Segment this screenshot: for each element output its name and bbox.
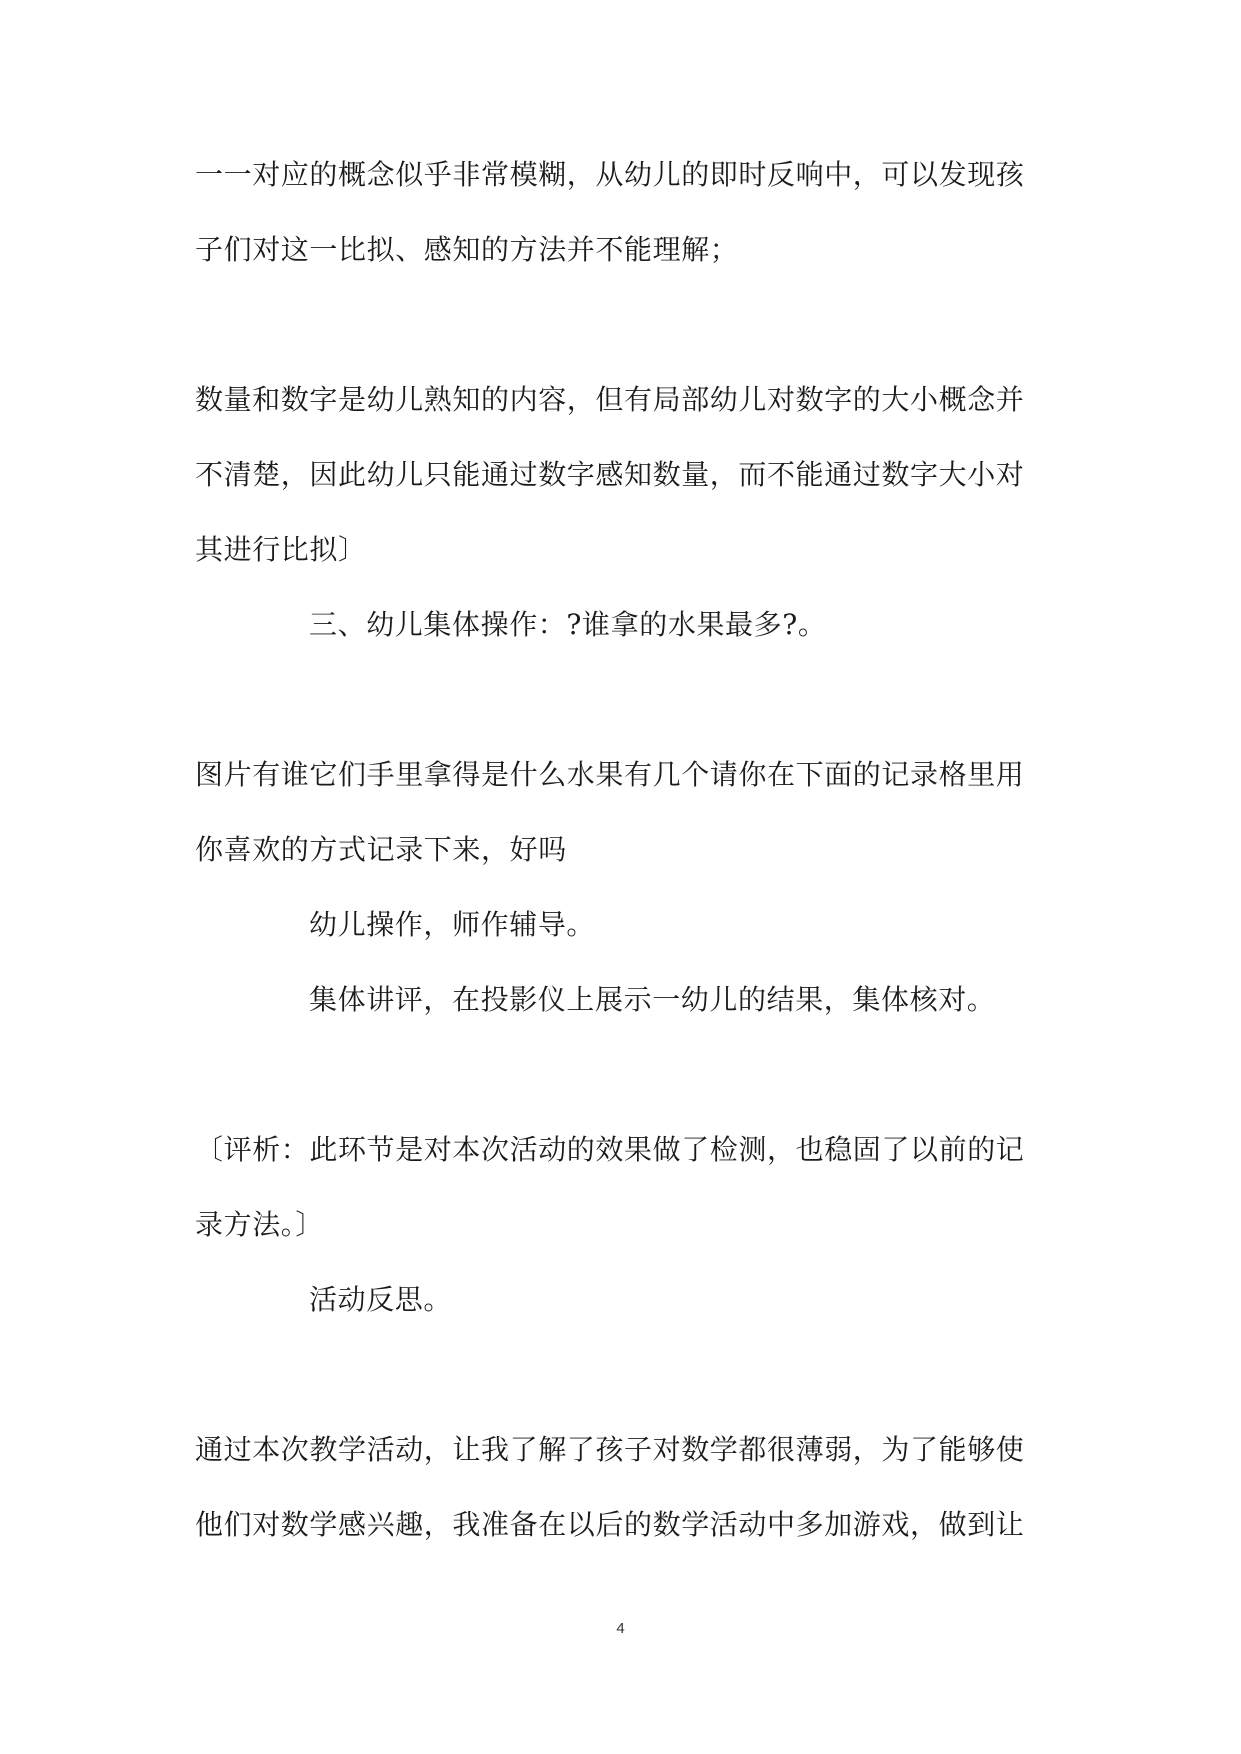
page-number: 4 — [616, 1620, 625, 1637]
paragraph-line: 录方法。〕 — [195, 1208, 325, 1241]
paragraph-line: 集体讲评，在投影仪上展示一幼儿的结果，集体核对。 — [309, 983, 996, 1016]
paragraph-line: 通过本次教学活动，让我了解了孩子对数学都很薄弱，为了能够使 — [195, 1433, 1025, 1466]
paragraph-line: 子们对这一比拟、感知的方法并不能理解； — [195, 233, 739, 266]
paragraph-line: 他们对数学感兴趣，我准备在以后的数学活动中多加游戏，做到让 — [195, 1508, 1025, 1541]
paragraph-line: 你喜欢的方式记录下来，好吗 — [195, 833, 567, 866]
paragraph-line: 图片有谁它们手里拿得是什么水果有几个请你在下面的记录格里用 — [195, 758, 1025, 791]
paragraph-line: 不清楚，因此幼儿只能通过数字感知数量，而不能通过数字大小对 — [195, 458, 1025, 491]
section-heading: 三、幼儿集体操作：?谁拿的水果最多?。 — [309, 608, 827, 641]
paragraph-line: 幼儿操作，师作辅导。 — [309, 908, 596, 941]
section-heading: 活动反思。 — [309, 1283, 453, 1316]
paragraph-line: 其进行比拟〕 — [195, 533, 367, 566]
paragraph-line: 一一对应的概念似乎非常模糊，从幼儿的即时反响中，可以发现孩 — [195, 158, 1025, 191]
paragraph-line: 数量和数字是幼儿熟知的内容，但有局部幼儿对数字的大小概念并 — [195, 383, 1025, 416]
paragraph-line: 〔评析：此环节是对本次活动的效果做了检测，也稳固了以前的记 — [195, 1133, 1025, 1166]
